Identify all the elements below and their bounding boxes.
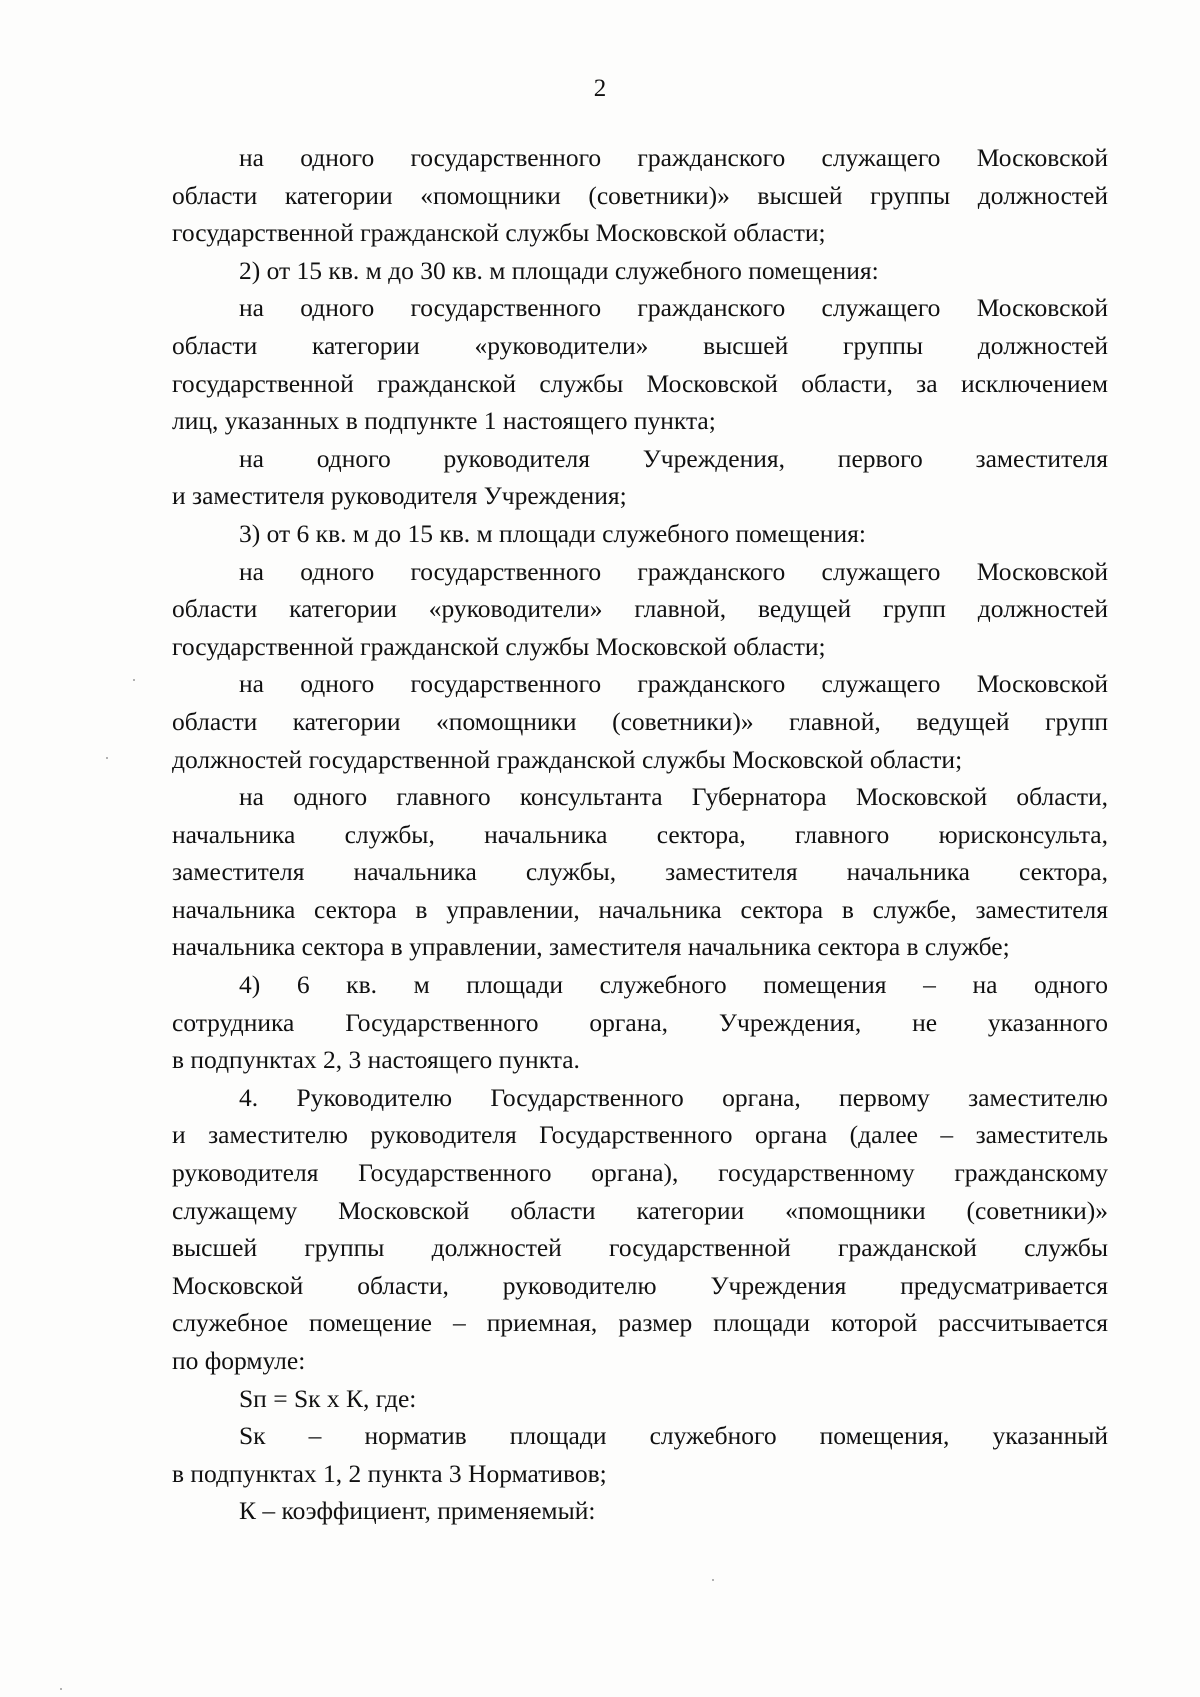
paragraph <box>172 665 1108 778</box>
text-line: в подпунктах 1, 2 пункта 3 Нормативов; <box>172 1458 607 1488</box>
text-line: лиц, указанных в подпункте 1 настоящего пункта; <box>172 406 716 436</box>
text-line: на одного главного консультанта Губернатора Московской области, <box>239 782 1108 812</box>
text-line: по формуле: <box>172 1346 306 1375</box>
text-line: Московской области, руководителю Учреждения предусматривается <box>172 1270 1108 1300</box>
text-line: в подпунктах 2, 3 настоящего пункта. <box>172 1045 580 1075</box>
text-line: государственной гражданской службы Московской области; <box>172 631 826 661</box>
scan-speck <box>712 1579 714 1581</box>
scan-speck <box>133 679 135 681</box>
text-line: 2) от 15 кв. м до 30 кв. м площади служебного помещения: <box>239 255 879 285</box>
paragraph <box>172 778 1108 966</box>
text-line: на одного государственного гражданского служащего Московской <box>239 669 1108 699</box>
text-line: государственной гражданской службы Московской области, за исключением <box>172 368 1108 398</box>
text-line: заместителя начальника службы, заместителя начальника сектора, <box>172 857 1108 887</box>
text-line: и заместителя руководителя Учреждения; <box>172 481 627 511</box>
text-line: области категории «руководители» главной, ведущей групп должностей <box>172 594 1108 624</box>
page-number: 2 <box>593 75 607 102</box>
text-line: государственной гражданской службы Московской области; <box>172 218 826 248</box>
formula-line: Sп = Sк х К, где: <box>239 1383 417 1413</box>
text-line: области категории «помощники (советники)» главной, ведущей групп <box>172 706 1108 736</box>
text-line: должностей государственной гражданской службы Московской области; <box>172 744 963 774</box>
paragraph <box>172 1417 1108 1492</box>
paragraph <box>172 1492 1108 1530</box>
text-line: на одного государственного гражданского служащего Московской <box>239 143 1108 172</box>
text-line: служащему Московской области категории «помощники (советники)» <box>172 1195 1108 1225</box>
paragraph <box>172 440 1108 515</box>
text-line: на одного руководителя Учреждения, первого заместителя <box>239 443 1108 473</box>
scan-speck <box>60 1688 62 1690</box>
text-line: Sк – норматив площади служебного помещения, указанный <box>239 1421 1108 1451</box>
text-line: 4. Руководителю Государственного органа, первому заместителю <box>239 1082 1108 1112</box>
text-line: начальника сектора в управлении, начальника сектора в службе, заместителя <box>172 894 1108 924</box>
text-line: высшей группы должностей государственной гражданской службы <box>172 1233 1108 1263</box>
text-line: служебное помещение – приемная, размер площади которой рассчитывается <box>172 1308 1108 1338</box>
text-line: на одного государственного гражданского служащего Московской <box>239 293 1108 323</box>
text-line: руководителя Государственного органа), государственному гражданскому <box>172 1158 1108 1188</box>
document-body <box>172 139 1108 1530</box>
text-line: начальника сектора в управлении, заместителя начальника сектора в службе; <box>172 932 1010 962</box>
paragraph <box>172 289 1108 439</box>
paragraph <box>172 252 1108 290</box>
paragraph <box>172 1380 1108 1418</box>
paragraph <box>172 966 1108 1079</box>
paragraph <box>172 1079 1108 1380</box>
text-line: области категории «помощники (советники)» высшей группы должностей <box>172 180 1108 210</box>
text-line: начальника службы, начальника сектора, главного юрисконсульта, <box>172 819 1108 849</box>
text-line: сотрудника Государственного органа, Учреждения, не указанного <box>172 1007 1108 1037</box>
scan-speck <box>106 757 108 759</box>
text-line: К – коэффициент, применяемый: <box>239 1496 596 1526</box>
text-line: 3) от 6 кв. м до 15 кв. м площади служебного помещения: <box>239 518 866 548</box>
paragraph <box>172 515 1108 553</box>
paragraph <box>172 553 1108 666</box>
text-line: 4) 6 кв. м площади служебного помещения – на одного <box>239 970 1108 1000</box>
text-line: на одного государственного гражданского служащего Московской <box>239 556 1108 586</box>
text-line: и заместителю руководителя Государственного органа (далее – заместитель <box>172 1120 1108 1150</box>
text-line: области категории «руководители» высшей группы должностей <box>172 330 1108 360</box>
paragraph <box>172 139 1108 252</box>
